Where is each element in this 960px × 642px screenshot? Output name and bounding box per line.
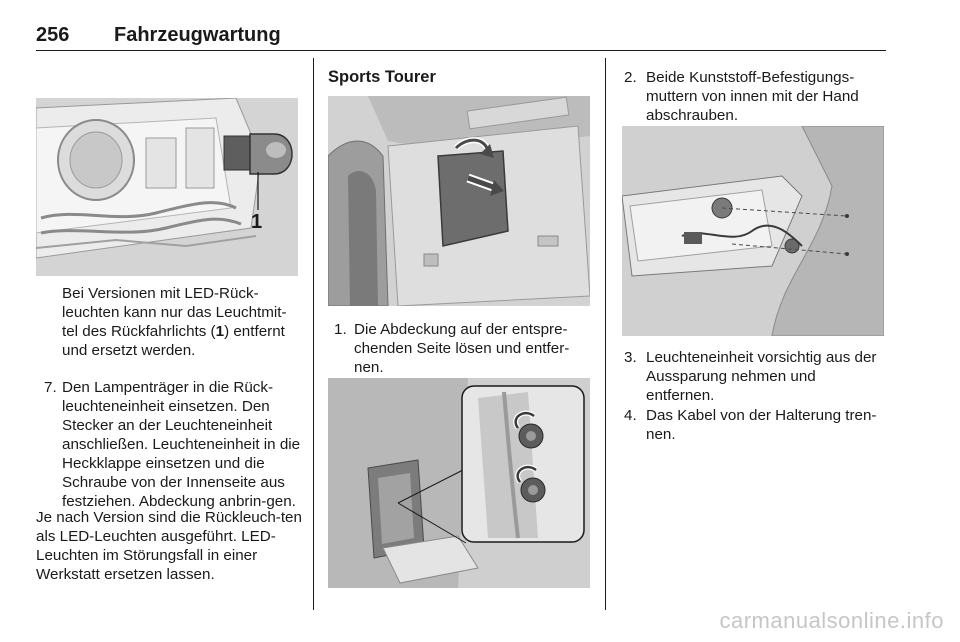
trunk-side-cover-figure: [328, 96, 590, 306]
fixing-nuts-detail-figure: [328, 378, 590, 588]
page-number: 256: [36, 24, 70, 46]
step-3-text: Leuchteneinheit vorsichtig aus der Aussparung nehmen und entfernen.: [646, 349, 877, 404]
step-1: [328, 320, 594, 377]
step-7: [36, 378, 302, 511]
final-paragraph: Je nach Version sind die Rückleuch-ten als LED-Leuchten ausgeführt. LED-Leuchten im Störungsfall in einer Werkstatt ersetzen lassen.: [36, 509, 302, 583]
led-note-bold: 1: [215, 323, 225, 340]
watermark: carmanualsonline.info: [719, 608, 944, 633]
led-note: [62, 284, 302, 360]
column-divider-left: [313, 58, 314, 610]
tail-lamp-bulb-figure: [36, 98, 298, 276]
step-7-number: 7.: [44, 379, 57, 396]
column-divider-right: [605, 58, 606, 610]
header-rule: [36, 50, 886, 51]
step-4-number: 4.: [624, 407, 637, 424]
lamp-unit-removal-figure: [622, 126, 884, 336]
step-4: [620, 406, 888, 444]
figure-callout-1: 1: [251, 211, 263, 233]
step-1-number: 1.: [334, 321, 347, 338]
page-header: [36, 24, 886, 50]
section-heading: Sports Tourer: [328, 68, 436, 86]
step-2-number: 2.: [624, 69, 637, 86]
step-4-text: Das Kabel von der Halterung tren-nen.: [646, 407, 877, 443]
step-3-number: 3.: [624, 349, 637, 366]
step-3: [620, 348, 886, 405]
step-2-text: Beide Kunststoff-Befestigungs-muttern von innen mit der Hand abschrauben.: [646, 69, 859, 124]
chapter-title: Fahrzeugwartung: [114, 24, 281, 46]
step-1-text: Die Abdeckung auf der entspre-chenden Seite lösen und entfer-nen.: [354, 321, 570, 376]
step-7-text: Den Lampenträger in die Rück-leuchteneinheit einsetzen. Den Stecker an der Leuchteneinheit anschließen. Leuchteneinheit in die Heckklappe einsetzen und die Schraube von der Innenseite aus festziehen. Abdeckung anbrin-gen.: [62, 379, 301, 510]
led-note-before: Bei Versionen mit LED-Rück-leuchten kann nur das Leuchtmit-tel des Rückfahrlichts (: [62, 285, 287, 340]
led-note-after: ) entfernt und ersetzt werden.: [62, 323, 285, 359]
step-2: [620, 68, 886, 125]
